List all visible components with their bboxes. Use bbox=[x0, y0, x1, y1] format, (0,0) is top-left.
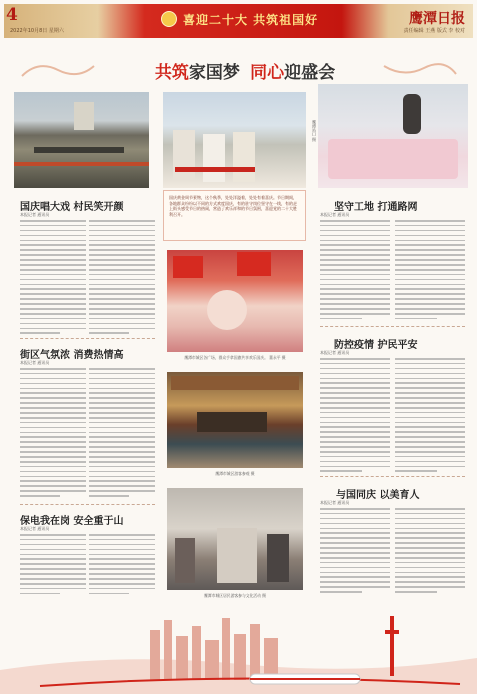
left-section-2-body-b bbox=[89, 368, 155, 500]
left-section-1-body-a bbox=[20, 220, 86, 337]
right-section-3-title: 与国同庆 以美育人 bbox=[336, 490, 420, 501]
left-section-3-title: 保电我在岗 安全重于山 bbox=[20, 516, 124, 527]
left-section-3-body-b bbox=[89, 534, 155, 598]
headline-part-1: 共筑 bbox=[154, 63, 189, 83]
left-cloud-ornament-icon bbox=[18, 56, 98, 84]
intro-box bbox=[163, 190, 306, 241]
date-line: 2022年10月8日 星期六 bbox=[10, 28, 64, 34]
left-section-1-byline: 本报记者 通讯员 bbox=[20, 212, 50, 217]
right-section-1-body-b bbox=[395, 220, 465, 323]
photo-flag-waving-crowd bbox=[167, 250, 303, 352]
right-section-2-title: 防控疫情 护民平安 bbox=[334, 340, 418, 351]
right-section-1-body-a bbox=[320, 220, 390, 323]
headline-part-2: 家国梦 bbox=[188, 63, 240, 83]
left-section-1-body-b bbox=[89, 220, 155, 337]
party-emblem-icon bbox=[161, 11, 177, 27]
left-section-2-title: 街区气氛浓 消费热情高 bbox=[20, 350, 124, 361]
right-section-2-body-b bbox=[395, 358, 465, 475]
right-section-3-byline: 本报记者 通讯员 bbox=[320, 500, 350, 505]
right-section-1-byline: 本报记者 通讯员 bbox=[320, 212, 350, 217]
headline-part-4: 迎盛会 bbox=[284, 63, 336, 83]
photo-cultural-event bbox=[167, 488, 303, 590]
divider bbox=[320, 476, 465, 477]
right-section-1-title: 坚守工地 打通路网 bbox=[334, 202, 418, 213]
headline-part-3: 同心 bbox=[250, 63, 285, 83]
newspaper-name: 鹰潭日报 bbox=[409, 11, 465, 27]
right-section-2-body-a bbox=[320, 358, 390, 475]
divider bbox=[20, 504, 155, 505]
editor-line: 责任编辑 王燕 版式 李 校对 bbox=[403, 28, 465, 34]
right-cloud-ornament-icon bbox=[380, 56, 460, 84]
page-number: 4 bbox=[6, 5, 18, 25]
right-section-2-byline: 本报记者 通讯员 bbox=[320, 350, 350, 355]
divider bbox=[320, 326, 465, 327]
center-caption-2: 鹰潭市城区游客参观 摄 bbox=[215, 471, 255, 476]
masthead bbox=[4, 4, 473, 38]
top-photo-caption: 鹰潭站口 摄 bbox=[312, 120, 317, 142]
left-section-3-byline: 本报记者 通讯员 bbox=[20, 526, 50, 531]
left-section-3-body-a bbox=[20, 534, 86, 598]
left-section-1-title: 国庆唱大戏 村民笑开颜 bbox=[20, 202, 124, 213]
left-section-2-body-a bbox=[20, 368, 86, 500]
center-caption-3: 鹰潭市城区居民游客参与文化活动 摄 bbox=[204, 593, 266, 598]
right-section-3-body-a bbox=[320, 508, 390, 596]
city-skyline-illustration bbox=[0, 600, 477, 694]
right-section-3-body-b bbox=[395, 508, 465, 596]
page-headline bbox=[100, 58, 390, 83]
photo-children-flags bbox=[163, 92, 306, 188]
photo-food-stall bbox=[318, 84, 468, 188]
center-caption-1: 鹰潭市城区各广场，群众手拿国旗共享欢乐国庆。 董永平 摄 bbox=[184, 355, 286, 360]
left-section-2-byline: 本报记者 通讯员 bbox=[20, 360, 50, 365]
photo-construction-site bbox=[14, 92, 149, 188]
photo-museum-visitors bbox=[167, 372, 303, 468]
intro-text: 国庆黄金周节景物，这个秋季，处处洋溢着，处处有着喜庆。节日期间，各地群众纷纷以不同的方式欢度国庆，有的驻守岗位坚守在一线，有的走上街头感受节日的热闹，营造了欢乐祥和的节日氛围，喜迎党的二十大胜利召开。 bbox=[169, 195, 297, 217]
section-banner: 喜迎二十大 共筑祖国好 bbox=[183, 13, 319, 27]
divider bbox=[20, 338, 155, 339]
